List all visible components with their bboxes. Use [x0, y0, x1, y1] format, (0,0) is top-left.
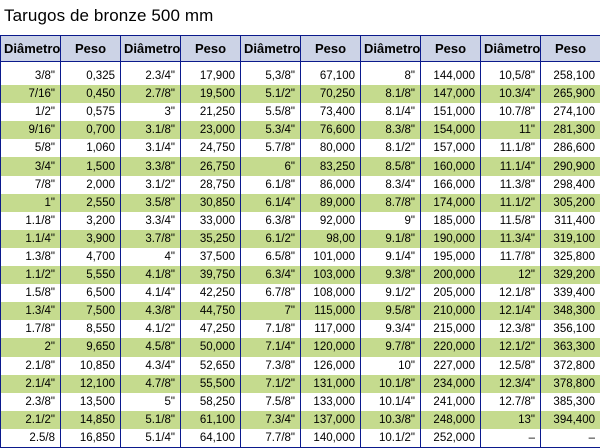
weight-cell: 28,750 [181, 176, 241, 194]
diameter-cell: 2" [1, 338, 61, 356]
diameter-cell: 3.5/8" [121, 194, 181, 212]
diameter-cell: 9.3/8" [361, 266, 421, 284]
weight-cell: 329,200 [541, 266, 600, 284]
weight-cell: 265,900 [541, 85, 600, 103]
diameter-cell: 6.1/8" [241, 176, 301, 194]
weight-cell: 61,100 [181, 411, 241, 429]
table-row [1, 266, 600, 284]
diameter-cell: 8.1/4" [361, 103, 421, 121]
weight-cell: 55,500 [181, 375, 241, 393]
weight-cell: 3,900 [61, 230, 121, 248]
diameter-cell: 7.3/4" [241, 411, 301, 429]
weight-cell: 0,700 [61, 121, 121, 139]
weight-cell: 70,250 [301, 85, 361, 103]
weight-cell: 174,000 [421, 194, 481, 212]
diameter-cell: 4.3/8" [121, 302, 181, 320]
table-body [1, 62, 600, 448]
diameter-cell: 6.1/4" [241, 194, 301, 212]
diameter-cell: 9/16" [1, 121, 61, 139]
weight-cell: 356,100 [541, 320, 600, 338]
diameter-cell: 8.5/8" [361, 157, 421, 175]
diameter-cell: 2.5/8 [1, 429, 61, 448]
diameter-cell: 5.1/8" [121, 411, 181, 429]
weight-cell: 185,000 [421, 212, 481, 230]
weight-cell: 108,000 [301, 284, 361, 302]
weight-cell: 385,300 [541, 393, 600, 411]
weight-cell: 227,000 [421, 357, 481, 375]
weight-cell: 47,250 [181, 320, 241, 338]
weight-cell: 1,060 [61, 139, 121, 157]
diameter-cell: 1.7/8" [1, 320, 61, 338]
diameter-cell: 2.1/8" [1, 357, 61, 375]
column-header-diametro: Diâmetro [241, 36, 301, 62]
diameter-cell: 5" [121, 393, 181, 411]
weight-cell: 205,000 [421, 284, 481, 302]
weight-cell: 394,400 [541, 411, 600, 429]
table-row [1, 103, 600, 121]
weight-cell: 200,000 [421, 266, 481, 284]
diameter-cell: 11.1/2" [481, 194, 541, 212]
weight-cell: 137,000 [301, 411, 361, 429]
diameter-cell: 1" [1, 194, 61, 212]
weight-cell: 21,250 [181, 103, 241, 121]
weight-cell: 35,250 [181, 230, 241, 248]
diameter-cell: 12.1/2" [481, 338, 541, 356]
weight-cell: 83,250 [301, 157, 361, 175]
diameter-cell: 9.7/8" [361, 338, 421, 356]
weight-cell: 37,500 [181, 248, 241, 266]
diameter-cell: 10.7/8" [481, 103, 541, 121]
diameter-cell: 5.7/8" [241, 139, 301, 157]
diameter-cell: 10.1/4" [361, 393, 421, 411]
weight-cell: 24,750 [181, 139, 241, 157]
diameter-cell: 12.5/8" [481, 357, 541, 375]
weight-cell: 281,300 [541, 121, 600, 139]
weight-cell: 252,000 [421, 429, 481, 448]
weight-cell: 13,500 [61, 393, 121, 411]
diameter-cell: 11.5/8" [481, 212, 541, 230]
diameter-cell: 1.5/8" [1, 284, 61, 302]
column-header-peso: Peso [541, 36, 600, 62]
weight-cell: 33,000 [181, 212, 241, 230]
diameter-cell: 7.3/8" [241, 357, 301, 375]
column-header-diametro: Diâmetro [481, 36, 541, 62]
diameter-cell: 7.5/8" [241, 393, 301, 411]
diameter-cell: 12" [481, 266, 541, 284]
diameter-cell: 3.1/2" [121, 176, 181, 194]
weight-cell: 1,500 [61, 157, 121, 175]
column-header-peso: Peso [61, 36, 121, 62]
diameter-cell: 6.1/2" [241, 230, 301, 248]
weight-cell: 166,000 [421, 176, 481, 194]
diameter-cell: 11.3/8" [481, 176, 541, 194]
diameter-cell: 8.1/2" [361, 139, 421, 157]
weight-cell: 305,200 [541, 194, 600, 212]
table-row [1, 357, 600, 375]
weight-cell: 372,800 [541, 357, 600, 375]
column-header-diametro: Diâmetro [121, 36, 181, 62]
weight-cell: 76,600 [301, 121, 361, 139]
weight-cell: 89,000 [301, 194, 361, 212]
weight-cell: 44,750 [181, 302, 241, 320]
diameter-cell: 3/8" [1, 67, 61, 85]
diameter-cell: 7.7/8" [241, 429, 301, 448]
weight-cell: 2,550 [61, 194, 121, 212]
weight-cell: 348,300 [541, 302, 600, 320]
diameter-cell: 8.1/8" [361, 85, 421, 103]
diameter-cell: 13" [481, 411, 541, 429]
weight-cell: 67,100 [301, 67, 361, 85]
diameter-cell: 3.7/8" [121, 230, 181, 248]
weight-cell: 220,000 [421, 338, 481, 356]
weight-cell: 2,000 [61, 176, 121, 194]
weight-cell: 98,00 [301, 230, 361, 248]
diameter-cell: 5.5/8" [241, 103, 301, 121]
weight-cell: 234,000 [421, 375, 481, 393]
weight-cell: 58,250 [181, 393, 241, 411]
table-row [1, 230, 600, 248]
diameter-cell: 11.1/4" [481, 157, 541, 175]
diameter-cell: 9.1/8" [361, 230, 421, 248]
diameter-cell: 9.1/2" [361, 284, 421, 302]
diameter-cell: 3.3/4" [121, 212, 181, 230]
table-row [1, 139, 600, 157]
weight-cell: 23,000 [181, 121, 241, 139]
weight-cell: 12,100 [61, 375, 121, 393]
diameter-cell: 8" [361, 67, 421, 85]
weight-cell: 7,500 [61, 302, 121, 320]
weight-cell: 30,850 [181, 194, 241, 212]
weight-cell: 140,000 [301, 429, 361, 448]
weight-cell: 151,000 [421, 103, 481, 121]
weight-cell: 50,000 [181, 338, 241, 356]
table-row [1, 393, 600, 411]
column-header-peso: Peso [421, 36, 481, 62]
diameter-cell: 5.1/2" [241, 85, 301, 103]
weight-cell: 195,000 [421, 248, 481, 266]
weight-cell: 10,850 [61, 357, 121, 375]
diameter-cell: 6.3/8" [241, 212, 301, 230]
diameter-cell: 5,3/8" [241, 67, 301, 85]
diameter-cell: 11.1/8" [481, 139, 541, 157]
weight-cell: 115,000 [301, 302, 361, 320]
weight-cell: 103,000 [301, 266, 361, 284]
weight-cell: 39,750 [181, 266, 241, 284]
diameter-cell: 2.1/4" [1, 375, 61, 393]
diameter-cell: 1.1/8" [1, 212, 61, 230]
diameter-cell: 2.7/8" [121, 85, 181, 103]
page-title: Tarugos de bronze 500 mm [4, 6, 213, 26]
diameter-cell: 6.7/8" [241, 284, 301, 302]
weight-cell: 52,650 [181, 357, 241, 375]
weight-cell: 274,100 [541, 103, 600, 121]
diameter-cell: 1.1/2" [1, 266, 61, 284]
bronze-bar-weight-table [0, 35, 600, 448]
diameter-cell: 4.7/8" [121, 375, 181, 393]
table-row [1, 411, 600, 429]
table-row [1, 375, 600, 393]
diameter-cell: 3.1/8" [121, 121, 181, 139]
weight-cell: 8,550 [61, 320, 121, 338]
diameter-cell: 9.5/8" [361, 302, 421, 320]
diameter-cell: 10.1/2" [361, 429, 421, 448]
weight-cell: 311,400 [541, 212, 600, 230]
header-row [1, 36, 600, 62]
diameter-cell: 5.1/4" [121, 429, 181, 448]
diameter-cell: 1.3/4" [1, 302, 61, 320]
table-row [1, 284, 600, 302]
table-row [1, 429, 600, 448]
weight-cell: 190,000 [421, 230, 481, 248]
diameter-cell: 3.1/4" [121, 139, 181, 157]
weight-cell: 120,000 [301, 338, 361, 356]
weight-cell: 144,000 [421, 67, 481, 85]
weight-cell: 42,250 [181, 284, 241, 302]
weight-cell: 101,000 [301, 248, 361, 266]
column-header-diametro: Diâmetro [361, 36, 421, 62]
diameter-cell: 4.1/2" [121, 320, 181, 338]
weight-cell: 363,300 [541, 338, 600, 356]
table-row [1, 85, 600, 103]
diameter-cell: 5.3/4" [241, 121, 301, 139]
diameter-cell: 9.1/4" [361, 248, 421, 266]
weight-cell: 248,000 [421, 411, 481, 429]
weight-cell: 0,450 [61, 85, 121, 103]
weight-cell: 14,850 [61, 411, 121, 429]
weight-cell: 3,200 [61, 212, 121, 230]
diameter-cell: 7" [241, 302, 301, 320]
diameter-cell: 4" [121, 248, 181, 266]
diameter-cell: 10.3/4" [481, 85, 541, 103]
table-row [1, 302, 600, 320]
diameter-cell: 3/4" [1, 157, 61, 175]
diameter-cell: 7.1/8" [241, 320, 301, 338]
diameter-cell: 2.3/8" [1, 393, 61, 411]
column-header-peso: Peso [181, 36, 241, 62]
diameter-cell: 4.3/4" [121, 357, 181, 375]
diameter-cell: 4.5/8" [121, 338, 181, 356]
diameter-cell: 12.7/8" [481, 393, 541, 411]
weight-cell: 5,550 [61, 266, 121, 284]
diameter-cell: – [481, 429, 541, 448]
weight-cell: 9,650 [61, 338, 121, 356]
weight-cell: 64,100 [181, 429, 241, 448]
diameter-cell: 9" [361, 212, 421, 230]
diameter-cell: 6.5/8" [241, 248, 301, 266]
weight-cell: 117,000 [301, 320, 361, 338]
diameter-cell: 5/8" [1, 139, 61, 157]
weight-cell: 26,750 [181, 157, 241, 175]
table-row [1, 67, 600, 85]
weight-cell: 6,500 [61, 284, 121, 302]
weight-cell: 147,000 [421, 85, 481, 103]
weight-cell: 286,600 [541, 139, 600, 157]
table-row [1, 338, 600, 356]
weight-cell: 16,850 [61, 429, 121, 448]
diameter-cell: 6" [241, 157, 301, 175]
diameter-cell: 7.1/2" [241, 375, 301, 393]
diameter-cell: 1.1/4" [1, 230, 61, 248]
diameter-cell: 10,5/8" [481, 67, 541, 85]
weight-cell: 126,000 [301, 357, 361, 375]
diameter-cell: 1.3/8" [1, 248, 61, 266]
diameter-cell: 3" [121, 103, 181, 121]
weight-cell: 131,000 [301, 375, 361, 393]
diameter-cell: 7.1/4" [241, 338, 301, 356]
weight-cell: 241,000 [421, 393, 481, 411]
table-row [1, 212, 600, 230]
weight-cell: 339,400 [541, 284, 600, 302]
weight-cell: 325,800 [541, 248, 600, 266]
column-header-peso: Peso [301, 36, 361, 62]
diameter-cell: 3.3/8" [121, 157, 181, 175]
weight-cell: 80,000 [301, 139, 361, 157]
diameter-cell: 6.3/4" [241, 266, 301, 284]
table-row [1, 194, 600, 212]
diameter-cell: 11.3/4" [481, 230, 541, 248]
table-row [1, 121, 600, 139]
diameter-cell: 8.3/8" [361, 121, 421, 139]
weight-cell: 19,500 [181, 85, 241, 103]
weight-cell: 215,000 [421, 320, 481, 338]
weight-cell: 290,900 [541, 157, 600, 175]
diameter-cell: 4.1/4" [121, 284, 181, 302]
diameter-cell: 11.7/8" [481, 248, 541, 266]
weight-cell: 0,575 [61, 103, 121, 121]
diameter-cell: 10" [361, 357, 421, 375]
weight-cell: 86,000 [301, 176, 361, 194]
diameter-cell: 10.1/8" [361, 375, 421, 393]
weight-cell: 258,100 [541, 67, 600, 85]
diameter-cell: 9.3/4" [361, 320, 421, 338]
diameter-cell: 12.1/8" [481, 284, 541, 302]
weight-cell: 4,700 [61, 248, 121, 266]
diameter-cell: 4.1/8" [121, 266, 181, 284]
weight-cell: 92,000 [301, 212, 361, 230]
weight-cell: 157,000 [421, 139, 481, 157]
diameter-cell: 8.3/4" [361, 176, 421, 194]
diameter-cell: 7/8" [1, 176, 61, 194]
weight-cell: 154,000 [421, 121, 481, 139]
table-row [1, 320, 600, 338]
column-header-diametro: Diâmetro [1, 36, 61, 62]
diameter-cell: 11" [481, 121, 541, 139]
table-row [1, 248, 600, 266]
weight-cell: 378,800 [541, 375, 600, 393]
weight-cell: 133,000 [301, 393, 361, 411]
diameter-cell: 12.3/4" [481, 375, 541, 393]
weight-cell: 0,325 [61, 67, 121, 85]
weight-cell: 160,000 [421, 157, 481, 175]
table-row [1, 157, 600, 175]
weight-cell: 319,100 [541, 230, 600, 248]
diameter-cell: 10.3/8" [361, 411, 421, 429]
diameter-cell: 12.3/8" [481, 320, 541, 338]
weight-cell: – [541, 429, 600, 448]
weight-cell: 298,400 [541, 176, 600, 194]
weight-cell: 17,900 [181, 67, 241, 85]
diameter-cell: 1/2" [1, 103, 61, 121]
diameter-cell: 7/16" [1, 85, 61, 103]
diameter-cell: 2.1/2" [1, 411, 61, 429]
diameter-cell: 2.3/4" [121, 67, 181, 85]
table-row [1, 176, 600, 194]
diameter-cell: 8.7/8" [361, 194, 421, 212]
weight-cell: 73,400 [301, 103, 361, 121]
weight-cell: 210,000 [421, 302, 481, 320]
diameter-cell: 12.1/4" [481, 302, 541, 320]
